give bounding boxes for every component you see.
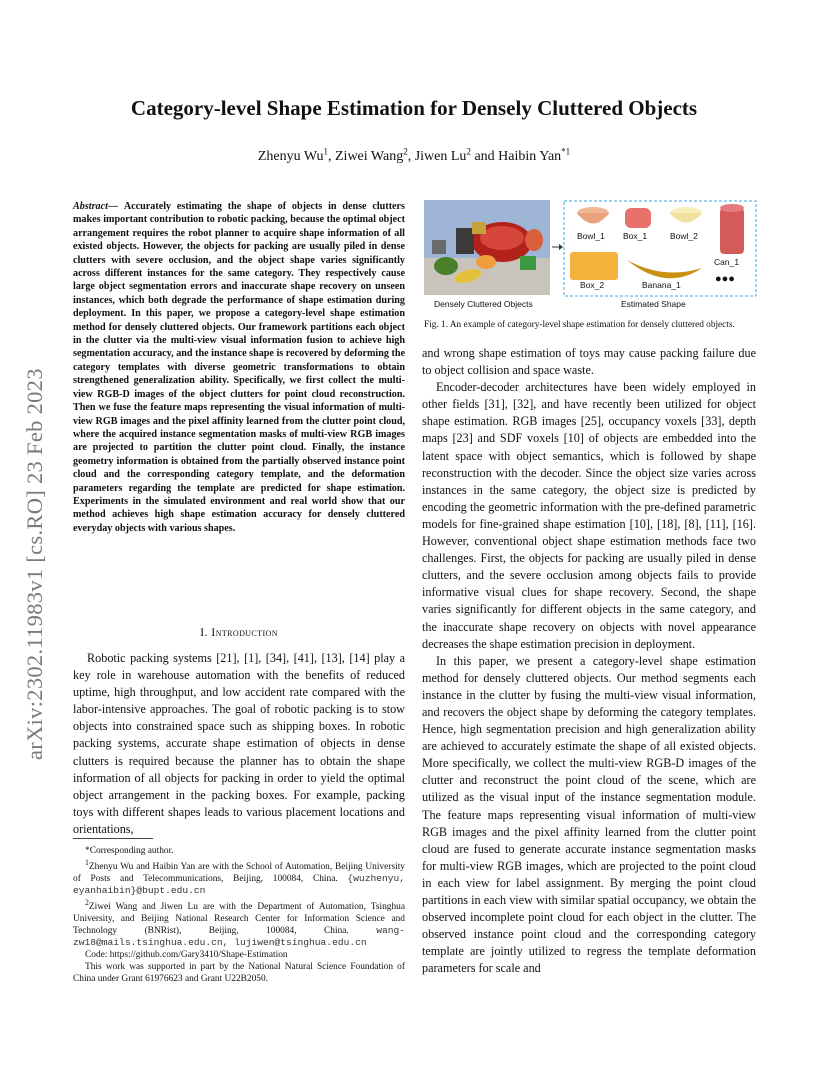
more-dots: ●●● bbox=[715, 273, 735, 285]
intro-left-column bbox=[73, 650, 405, 838]
can1-shape bbox=[720, 208, 744, 254]
box1-shape bbox=[625, 208, 651, 228]
abstract-label: Abstract bbox=[73, 201, 108, 212]
figure-caption: Fig. 1. An example of category-level shape estimation for densely cluttered objects. bbox=[424, 320, 735, 330]
abstract: Abstract— Accurately estimating the shape of objects in dense clutters makes important contribution to robotic packing, because the optimal object arrangement requires the robot planner to acquire shape information of all existed objects. However, the objects for packing are usually piled in dense clutters with severe occlusion, and the object shape varies significantly across different instances for the same category. They respectively cause large object segmentation errors and inaccurate shape recovery on unseen instances, which both degrade the performance of shape estimation during deployment. In this paper, we propose a category-level shape estimation method for densely cluttered objects. Our framework partitions each object in the clutter via the multi-view visual information fusion to achieve high segmentation accuracy, and the instance shape is recovered by deforming the category templates with diverse geometric transformations to obtain strengthened generalization ability. Specifically, we first collect the multi-view RGB-D images of the object clutters for point cloud reconstruction. Then we fuse the feature maps representing the visual information of multi-view RGB images and the pixel affinity learned from the clutter point cloud, where the acquired instance segmentation masks of multi-view RGB images are projected to partition the clutter point cloud. Finally, the instance geometry information is obtained from the partially observed instance point cloud and the corresponding category template, and the deformation parameters regarding the template are predicted for shape estimation. Experiments in the simulated environment and real world show that our method achieves high shape estimation accuracy for densely cluttered everyday objects with various shapes. bbox=[73, 201, 405, 534]
footnote-funding: This work was supported in part by the National Natural Science Foundation of China under Grant 61976623 and Grant U22B2050. bbox=[73, 962, 405, 985]
banana-shape bbox=[627, 260, 702, 278]
figure-left-label: Densely Cluttered Objects bbox=[434, 299, 533, 309]
figure-right-label: Estimated Shape bbox=[621, 299, 686, 309]
section-heading: I. Introduction bbox=[200, 625, 278, 639]
figure-1 bbox=[424, 200, 758, 312]
footnote-rule bbox=[73, 838, 153, 839]
paper-title: Category-level Shape Estimation for Densely Cluttered Objects bbox=[130, 96, 698, 120]
object-label: Bowl_2 bbox=[670, 231, 698, 241]
paragraph: Robotic packing systems [21], [1], [34], [41], [13], [14] play a key role in warehouse automation with the benefits of reduced uptime, high throughput, and low accident rate compared with the labor-intensive approaches. The goal of robotic packing is to stow objects into constrained space such as shipping boxes. In robotic packing systems, accurate shape estimation of objects in dense clutters is required because the planner has to obtain the shape information of all objects for packing in order to yield the optimal object arrangement in the packing boxes. For example, packing toys with different shapes leads to various placement locations and orientations, bbox=[73, 651, 405, 836]
footnote-code: Code: https://github.com/Gary3410/Shape-Estimation bbox=[85, 950, 288, 961]
footnote-1: $^1$Zhenyu Wu and Haibin Yan are with the School of Automation, Beijing University of Posts and Telecommunications, Beijing, 100084, China. {wuzhenyu, eyanhaibin}@bupt.edu.cn bbox=[73, 858, 405, 897]
object-label: Box_1 bbox=[623, 231, 648, 241]
footnote-2: $^2$Ziwei Wang and Jiwen Lu are with the Department of Automation, Tsinghua University, and Beijing National Research Center for Information Science and Technology (BNRist), Beijing, 100084, China. wang-zw18@mails.tsinghua.edu.cn, lujiwen@tsinghua.edu.cn bbox=[73, 898, 406, 949]
paragraph: and wrong shape estimation of toys may cause packing failure due to object collision and space waste. bbox=[422, 346, 756, 378]
object-label: Box_2 bbox=[580, 280, 605, 290]
author: Ziwei Wang$^2$, bbox=[335, 146, 415, 164]
footnote-corresponding: *Corresponding author. bbox=[85, 846, 174, 856]
author: Jiwen Lu$^2$ and bbox=[414, 146, 499, 164]
abstract-text: Accurately estimating the shape of objects in dense clutters makes important contribution to robotic packing, because the optimal object arrangement requires the robot planner to acquire shape information of all existed objects. However, the objects for packing are usually piled in dense clutters with severe occlusion, and the object shape varies significantly across different instances for the same category. They respectively cause large object segmentation errors and inaccurate shape recovery on unseen instances, which both degrade the performance of shape estimation during deployment. In this paper, we propose a category-level shape estimation method for densely cluttered objects. Our framework partitions each object in the clutter via the multi-view visual information fusion to achieve high segmentation accuracy, and the instance shape is recovered by deforming the category templates with diverse geometric transformations to obtain strengthened generalization ability. Specifically, we first collect the multi-view RGB-D images of the object clutters for point cloud reconstruction. Then we fuse the feature maps representing the visual information of multi-view RGB images and the pixel affinity learned from the clutter point cloud, where the acquired instance segmentation masks of multi-view RGB images are projected to partition the clutter point cloud. Finally, the instance geometry information is obtained from the partially observed instance point cloud and the corresponding category template, and the deformation parameters regarding the template are predicted for shape estimation. Experiments in the simulated environment and real world show that our method achieves high shape estimation accuracy for densely cluttered everyday objects with various shapes. bbox=[73, 201, 405, 534]
author: Zhenyu Wu$^1$, bbox=[257, 146, 335, 164]
object-label: Bowl_1 bbox=[577, 231, 605, 241]
author-list bbox=[0, 146, 828, 165]
author: Haibin Yan$^{*1}$ bbox=[498, 146, 571, 164]
object-label: Banana_1 bbox=[642, 280, 681, 290]
paragraph: In this paper, we present a category-level shape estimation method for densely cluttered objects. Our method segments each instance in the clutter by fusing the multi-view visual information, and recovers the object shape by deforming the category templates. Hence, high segmentation precision and high generalization ability are achieved to accurately estimate the shape of all existed objects. More specifically, we collect the multi-view RGB-D images of the clutter and reconstruct the point cloud of the scene, which are utilized as the visual input of the instance segmentation module. The feature maps representing visual information of multi-view RGB images and the pixel affinity learned from the clutter point cloud are fused to generate accurate instance segmentation masks for multi-view RGB images, which are projected to the point cloud in each view for label assignment. By merging the point cloud partitions in each view with similar spatial occupancy, we obtain the observed incomplete point cloud for each object in the clutter. The observed instance point cloud and the corresponding category template are jointly utilized to regress the template deformation parameters for scale and bbox=[422, 653, 756, 976]
object-label: Can_1 bbox=[714, 257, 740, 267]
paragraph: Encoder-decoder architectures have been widely employed in other fields [31], [32], and have recently been utilized for object shape estimation. RGB images [25], occupancy voxels [33], depth maps [23] and SDF voxels [10] of objects are embedded into the latent space with object semantics, which is followed by shape reconstruction with the decoder. Since the object size varies across instances in the same category, the object size is predicted by encoding the geometric information with the pre-defined parametric models for fine-grained shape estimation [10], [18], [8], [11], [16]. However, conventional object shape estimation methods face two challenges. First, the objects for packing are usually piled in dense clutters, and the severe occlusion among objects fails to provide informative visual clues for shape recovery. Second, the shape varies significantly for different objects in the same category, and the inaccurate shape recovery on objects with novel appearance decreases the shape estimation precision in deployment. bbox=[422, 380, 756, 651]
figure-graphic bbox=[424, 200, 758, 312]
footnotes bbox=[73, 844, 405, 985]
arxiv-id: arXiv:2302.11983v1 [cs.RO] 23 Feb 2023 bbox=[22, 368, 47, 760]
box2-shape bbox=[570, 252, 618, 280]
right-column bbox=[422, 345, 756, 977]
